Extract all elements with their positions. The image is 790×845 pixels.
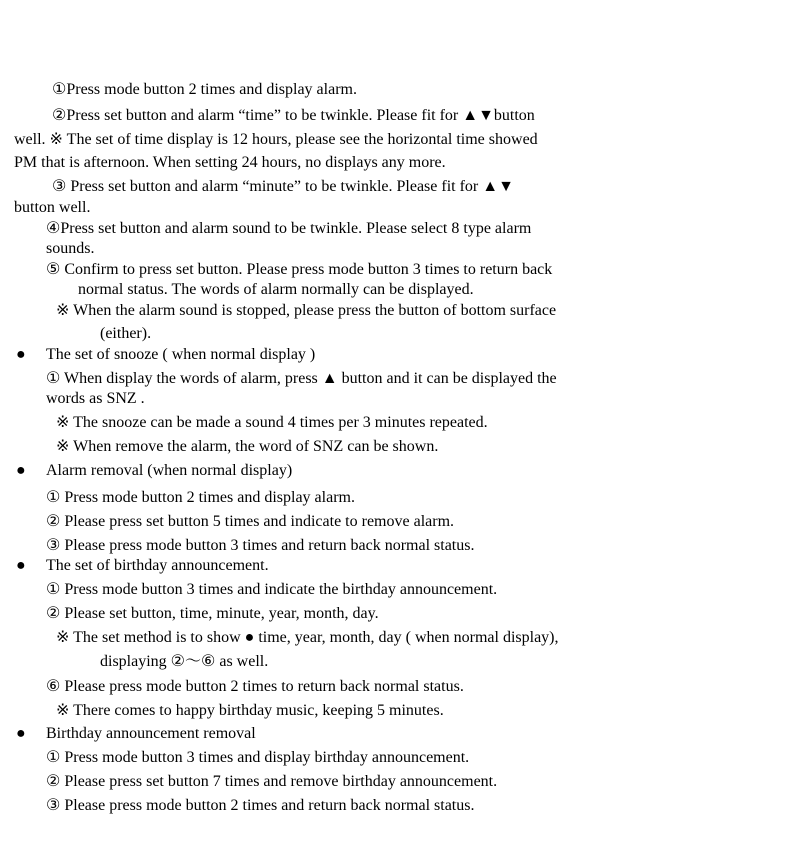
birthday-set-bullet: ● [16, 557, 26, 574]
birthday-removal-step-1: ① Press mode button 3 times and display birthday announcement. [46, 749, 470, 766]
mode-step-1: ①Press mode button 2 times and display alarm. [52, 81, 357, 98]
birthday-set-heading: The set of birthday announcement. [46, 557, 269, 574]
mode-step-3-line-1: ③ Press set button and alarm “minute” to be twinkle. Please fit for ▲▼ [52, 178, 514, 195]
snooze-step-1-line-2: words as SNZ . [46, 390, 145, 407]
birthday-removal-bullet: ● [16, 725, 26, 742]
birthday-set-step-1: ① Press mode button 3 times and indicate the birthday announcement. [46, 581, 498, 598]
birthday-set-step-2: ② Please set button, time, minute, year, month, day. [46, 605, 379, 622]
snooze-bullet: ● [16, 346, 26, 363]
snooze-step-1-line-1: ① When display the words of alarm, press ▲ button and it can be displayed the [46, 370, 557, 387]
mode-step-3-line-2: button well. [14, 199, 91, 216]
alarm-removal-heading: Alarm removal (when normal display) [46, 462, 293, 479]
birthday-removal-heading: Birthday announcement removal [46, 725, 256, 742]
mode-step-5-line-1: ⑤ Confirm to press set button. Please press mode button 3 times to return back [46, 261, 553, 278]
birthday-set-note-line-1: ※ The set method is to show ● time, year, month, day ( when normal display), [56, 629, 559, 646]
alarm-removal-step-3: ③ Please press mode button 3 times and return back normal status. [46, 537, 475, 554]
snooze-note-2: ※ When remove the alarm, the word of SNZ can be shown. [56, 438, 439, 455]
mode-step-5-line-2: normal status. The words of alarm normally can be displayed. [78, 281, 474, 298]
alarm-removal-step-2: ② Please press set button 5 times and indicate to remove alarm. [46, 513, 455, 530]
mode-step-4-line-2: sounds. [46, 240, 95, 257]
mode-note-line-2: (either). [100, 325, 152, 342]
mode-note-line-1: ※ When the alarm sound is stopped, please press the button of bottom surface [56, 302, 557, 319]
snooze-note-1: ※ The snooze can be made a sound 4 times per 3 minutes repeated. [56, 414, 488, 431]
mode-step-2-line-2: well. ※ The set of time display is 12 hours, please see the horizontal time showed [14, 131, 538, 148]
alarm-removal-step-1: ① Press mode button 2 times and display alarm. [46, 489, 355, 506]
birthday-removal-step-3: ③ Please press mode button 2 times and return back normal status. [46, 797, 475, 814]
birthday-set-note-2: ※ There comes to happy birthday music, keeping 5 minutes. [56, 702, 444, 719]
birthday-removal-step-2: ② Please press set button 7 times and remove birthday announcement. [46, 773, 498, 790]
birthday-set-step-6: ⑥ Please press mode button 2 times to return back normal status. [46, 678, 464, 695]
snooze-heading: The set of snooze ( when normal display ) [46, 346, 316, 363]
mode-step-2-line-3: PM that is afternoon. When setting 24 hours, no displays any more. [14, 154, 446, 171]
mode-step-2-line-1: ②Press set button and alarm “time” to be twinkle. Please fit for ▲▼button [52, 107, 535, 124]
alarm-removal-bullet: ● [16, 462, 26, 479]
mode-step-4-line-1: ④Press set button and alarm sound to be twinkle. Please select 8 type alarm [46, 220, 532, 237]
birthday-set-note-line-2: displaying ②～⑥ as well. [100, 653, 269, 670]
